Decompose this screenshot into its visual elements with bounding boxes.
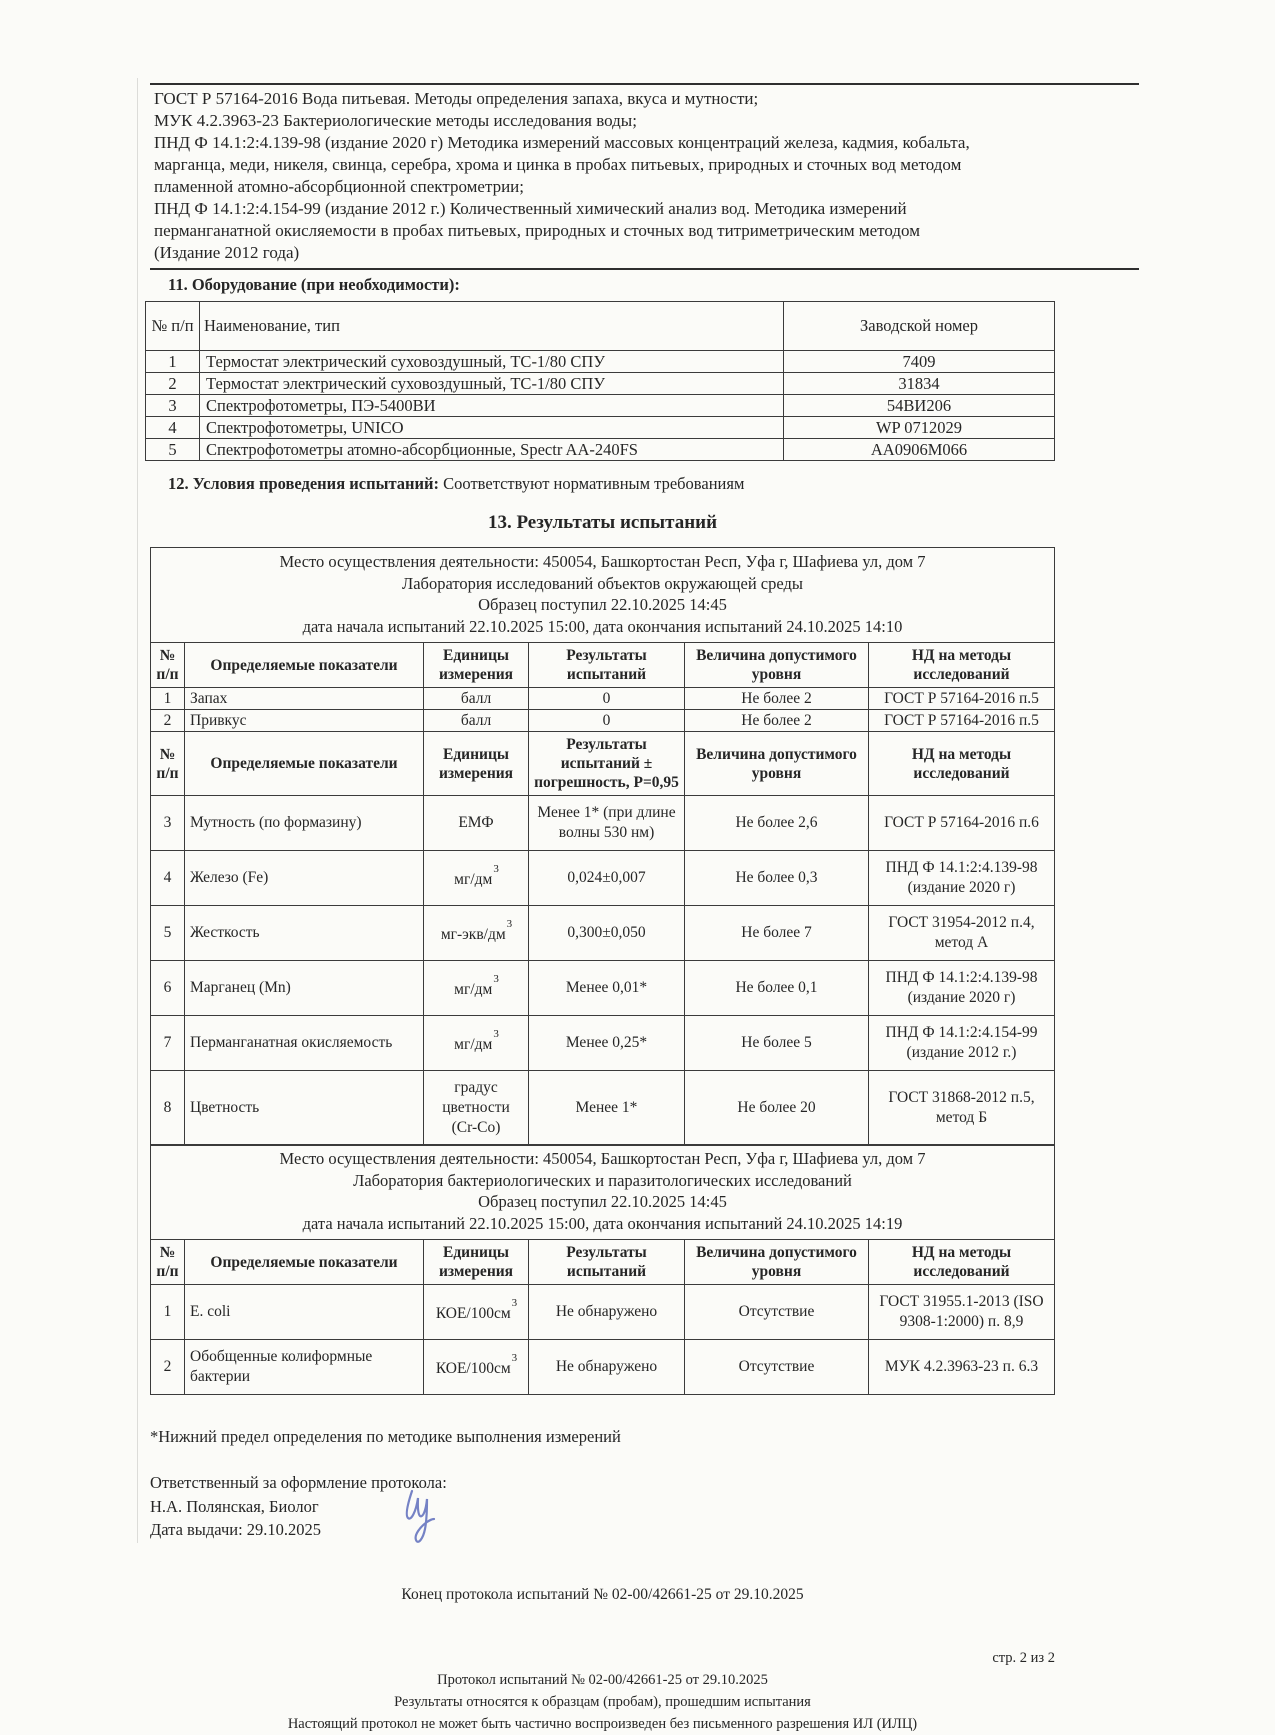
row-allowed-level: Отсутствие [685,1285,869,1340]
equipment-row-number: 1 [146,351,200,373]
row-number: 3 [151,796,185,851]
footnote: *Нижний предел определения по методике выполнения измерений [150,1427,621,1446]
equipment-row-serial: 54ВИ206 [784,395,1055,417]
row-number: 2 [151,710,185,732]
equipment-row [146,417,1055,439]
column-header: Величина допустимого уровня [685,1240,869,1285]
row-method: ГОСТ 31868-2012 п.5, метод Б [869,1071,1055,1146]
info-row [151,1145,1055,1240]
row-method: ГОСТ 31954-2012 п.4, метод А [869,906,1055,961]
page-number: стр. 2 из 2 [992,1649,1055,1666]
row-result: Менее 0,25* [529,1016,685,1071]
row-number: 4 [151,851,185,906]
row-unit-sup: 3 [511,1352,518,1365]
results-header-row [151,643,1055,688]
row-method: ГОСТ Р 57164-2016 п.5 [869,710,1055,732]
equipment-row-number: 5 [146,439,200,461]
row-result: Менее 1* (при длине волны 530 нм) [529,796,685,851]
row-parameter: Перманганатная окисляемость [185,1016,424,1071]
row-method: ГОСТ 31955.1-2013 (ISO 9308-1:2000) п. 8,9 [869,1285,1055,1340]
results-table-bacteriology [150,1144,1055,1395]
row-unit: градус цветности (Cr-Co) [424,1071,529,1146]
equipment-row-serial: 31834 [784,373,1055,395]
column-header: НД на методы исследований [869,1240,1055,1285]
signature [396,1485,458,1549]
equipment-row-number: 3 [146,395,200,417]
info-line: Место осуществления деятельности: 450054, Башкортостан Респ, Уфа г, Шафиева ул, дом 7 [279,552,926,571]
methods-list-line: (Издание 2012 года) [154,243,300,262]
row-number: 5 [151,906,185,961]
column-header: Определяемые показатели [185,643,424,688]
row-unit: балл [424,710,529,732]
equipment-row [146,439,1055,461]
row-method: МУК 4.2.3963-23 п. 6.3 [869,1340,1055,1395]
row-number: 2 [151,1340,185,1395]
info-line: дата начала испытаний 22.10.2025 15:00, дата окончания испытаний 24.10.2025 14:10 [302,616,903,636]
column-header: Наименование, тип [200,302,784,351]
table-row [151,1016,1055,1071]
row-unit-sup: 3 [493,1028,499,1041]
row-unit-sup: 3 [493,863,499,876]
column-header: Величина допустимого уровня [685,732,869,796]
equipment-table-body [146,302,1055,461]
column-header: Заводской номер [784,302,1055,351]
equipment-row-number: 2 [146,373,200,395]
column-header: НД на методы исследований [869,732,1055,796]
row-parameter: Обобщенные колиформные бактерии [185,1340,424,1395]
info-line: Место осуществления деятельности: 450054, Башкортостан Респ, Уфа г, Шафиева ул, дом 7 [279,1149,926,1168]
column-header: Величина допустимого уровня [685,643,869,688]
responsible-label: Ответственный за оформление протокола: [150,1473,447,1492]
methods-list-line: МУК 4.2.3963-23 Бактериологические методы исследования воды; [154,111,637,130]
row-parameter: Жесткость [185,906,424,961]
info-line: Образец поступил 22.10.2025 14:45 [478,595,727,614]
column-header: Единицы измерения [424,1240,529,1285]
test-conditions-label: 12. Условия проведения испытаний: [168,474,440,493]
table-row [151,1285,1055,1340]
row-unit-sup: 3 [493,973,499,986]
footer-line: Настоящий протокол не может быть частично воспроизведен без письменного разрешения ИЛ (ИЛЦ) [287,1715,918,1732]
methods-list-line: марганца, меди, никеля, свинца, серебра, хрома и цинка в пробах питьевых, природных и сточных вод методом [154,155,962,174]
row-result: 0 [529,710,685,732]
row-unit-sup: 3 [506,918,513,931]
methods-list [150,83,1139,270]
column-header: № п/п [151,643,185,688]
row-allowed-level: Не более 20 [685,1071,869,1146]
table-row [151,710,1055,732]
test-conditions-line [168,474,1055,494]
table-row [151,1340,1055,1395]
row-parameter: Привкус [185,710,424,732]
row-allowed-level: Не более 2,6 [685,796,869,851]
row-unit-sup: 3 [511,1297,518,1310]
column-header: Определяемые показатели [185,1240,424,1285]
row-number: 7 [151,1016,185,1071]
row-allowed-level: Не более 2 [685,688,869,710]
row-unit: КОЕ/$100см^3$ [424,1340,529,1395]
row-number: 1 [151,1285,185,1340]
equipment-row [146,373,1055,395]
equipment-row-serial: 7409 [784,351,1055,373]
equipment-row-number: 4 [146,417,200,439]
row-parameter: Железо (Fe) [185,851,424,906]
row-unit: $мг/дм^3$ [424,1016,529,1071]
row-allowed-level: Не более 5 [685,1016,869,1071]
row-result: Менее 1* [529,1071,685,1146]
row-method: ПНД Ф 14.1:2:4.139-98 (издание 2020 г) [869,961,1055,1016]
equipment-table [145,301,1055,461]
table-row [151,1071,1055,1146]
table-row [151,796,1055,851]
row-number: 8 [151,1071,185,1146]
row-allowed-level: Отсутствие [685,1340,869,1395]
row-result: 0,024±0,007 [529,851,685,906]
row-result: Менее 0,01* [529,961,685,1016]
row-number: 6 [151,961,185,1016]
row-allowed-level: Не более 0,1 [685,961,869,1016]
row-parameter: Марганец (Mn) [185,961,424,1016]
info-line: дата начала испытаний 22.10.2025 15:00, дата окончания испытаний 24.10.2025 14:19 [302,1213,903,1233]
column-header: № п/п [146,302,200,351]
equipment-header-row [146,302,1055,351]
equipment-row [146,395,1055,417]
row-parameter: Запах [185,688,424,710]
equipment-row-name: Спектрофотометры, UNICO [200,417,784,439]
equipment-section-title: 11. Оборудование (при необходимости): [168,275,460,294]
end-of-protocol-line: Конец протокола испытаний № 02-00/42661-25 от 29.10.2025 [401,1585,804,1603]
row-unit: ЕМФ [424,796,529,851]
row-parameter: E. coli [185,1285,424,1340]
methods-list-line: ПНД Ф 14.1:2:4.139-98 (издание 2020 г) Методика измерений массовых концентраций железа, кадмия, кобальта, [154,133,970,152]
row-allowed-level: Не более 7 [685,906,869,961]
row-number: 1 [151,688,185,710]
methods-list-line: перманганатной окисляемости в пробах питьевых, природных и сточных вод титриметрическим методом [154,221,920,240]
row-parameter: Мутность (по формазину) [185,796,424,851]
row-method: ГОСТ Р 57164-2016 п.6 [869,796,1055,851]
responsible-name: Н.А. Полянская, Биолог [150,1496,319,1516]
column-header: НД на методы исследований [869,643,1055,688]
footer-block [150,1669,1055,1735]
results-section-title: 13. Результаты испытаний [487,512,718,533]
scan-edge-line [137,78,138,1543]
row-unit: балл [424,688,529,710]
row-result: 0 [529,688,685,710]
methods-list-line: ПНД Ф 14.1:2:4.154-99 (издание 2012 г.) Количественный химический анализ вод. Методика измерений [154,199,907,218]
equipment-row-name: Спектрофотометры, ПЭ-5400ВИ [200,395,784,417]
row-unit: $мг/дм^3$ [424,961,529,1016]
table-row [151,851,1055,906]
info-line: Лаборатория исследований объектов окружающей среды [402,573,803,593]
footer-line: Результаты относятся к образцам (пробам), прошедшим испытания [394,1693,811,1710]
row-result: 0,300±0,050 [529,906,685,961]
equipment-row-name: Спектрофотометры атомно-абсорбционные, Spectr AA-240FS [200,439,784,461]
info-cell [151,548,1055,643]
table-row [151,906,1055,961]
column-header: Результаты испытаний [529,643,685,688]
row-allowed-level: Не более 0,3 [685,851,869,906]
results-bacteriology-body [151,1145,1055,1395]
results-chemistry-body [151,548,1055,1146]
equipment-row-serial: WP 0712029 [784,417,1055,439]
footer-line: Протокол испытаний № 02-00/42661-25 от 29.10.2025 [437,1671,768,1688]
methods-list-line: ГОСТ Р 57164-2016 Вода питьевая. Методы определения запаха, вкуса и мутности; [154,89,759,108]
column-header: № п/п [151,1240,185,1285]
equipment-row [146,351,1055,373]
row-method: ПНД Ф 14.1:2:4.154-99 (издание 2012 г.) [869,1016,1055,1071]
document-page [150,0,1055,1735]
equipment-row-name: Термостат электрический суховоздушный, ТС-1/80 СПУ [200,351,784,373]
column-header: Единицы измерения [424,643,529,688]
table-row [151,961,1055,1016]
row-result: Не обнаружено [529,1340,685,1395]
info-line: Лаборатория бактериологических и паразитологических исследований [353,1170,852,1190]
column-header: Результаты испытаний [529,1240,685,1285]
equipment-row-serial: AA0906M066 [784,439,1055,461]
row-unit: КОЕ/$100см^3$ [424,1285,529,1340]
column-header: Единицы измерения [424,732,529,796]
row-allowed-level: Не более 2 [685,710,869,732]
responsible-block [150,1471,1055,1542]
row-result: Не обнаружено [529,1285,685,1340]
results-table-chemistry [150,547,1055,1146]
info-row [151,548,1055,643]
results-header-row [151,732,1055,796]
test-conditions-text: Соответствуют нормативным требованиям [443,474,745,493]
row-method: ПНД Ф 14.1:2:4.139-98 (издание 2020 г) [869,851,1055,906]
column-header: Результаты испытаний ± погрешность, Р=0,95 [529,732,685,796]
methods-list-line: пламенной атомно-абсорбционной спектрометрии; [154,177,524,196]
row-unit: $мг/дм^3$ [424,851,529,906]
row-method: ГОСТ Р 57164-2016 п.5 [869,688,1055,710]
results-header-row [151,1240,1055,1285]
column-header: № п/п [151,732,185,796]
table-row [151,688,1055,710]
issue-date: Дата выдачи: 29.10.2025 [150,1520,322,1539]
equipment-row-name: Термостат электрический суховоздушный, ТС-1/80 СПУ [200,373,784,395]
info-cell [151,1145,1055,1240]
row-unit: $мг-экв/дм^3$ [424,906,529,961]
column-header: Определяемые показатели [185,732,424,796]
info-line: Образец поступил 22.10.2025 14:45 [478,1192,727,1211]
row-parameter: Цветность [185,1071,424,1146]
